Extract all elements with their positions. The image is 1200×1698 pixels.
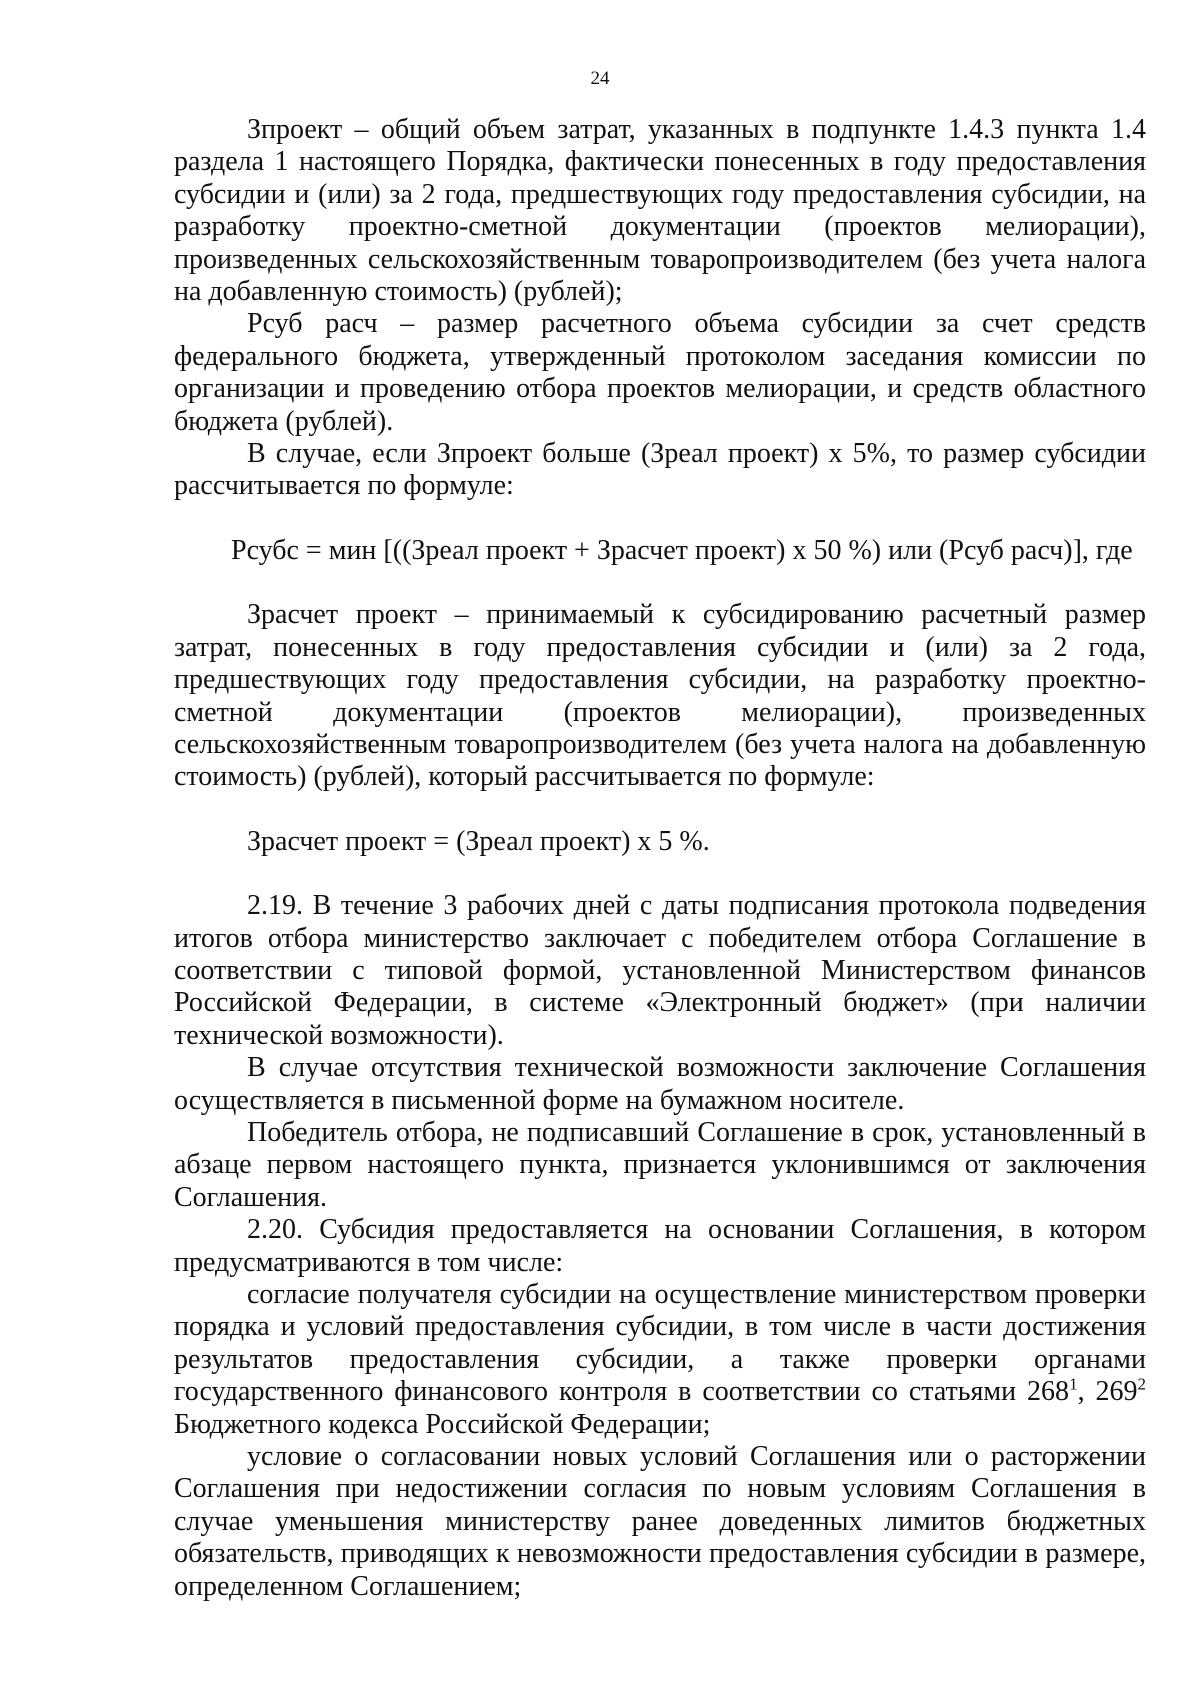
document-body — [174, 114, 1146, 1603]
paragraph-consent-verification — [174, 1279, 1146, 1441]
paragraph-2-19: 2.19. В течение 3 рабочих дней с даты подписания протокола подведения итогов отбора министерство заключает с победителем отбора Соглашение в соответствии с типовой формой, установленной Министерством финансов Российской Федерации, в системе «Электронный бюджет» (при наличии технической возможности). — [174, 890, 1146, 1051]
page-number: 24 — [590, 68, 610, 89]
paragraph-zproekt-definition: Зпроект – общий объем затрат, указанных в подпункте 1.4.3 пункта 1.4 раздела 1 настоящего Порядка, фактически понесенных в году предоставления субсидии и (или) за 2 года, предшествующих году предоставления субсидии, на разработку проектно-сметной документации (проектов мелиорации), произведенных сельскохозяйственным товаропроизводителем (без учета налога на добавленную стоимость) (рублей); — [174, 114, 1146, 308]
paragraph-zraschet-definition: Зрасчет проект – принимаемый к субсидированию расчетный размер затрат, понесенных в году предоставления субсидии и (или) за 2 года, предшествующих году предоставления субсидии, на разработку проектно-сметной документации (проектов мелиорации), произведенных сельскохозяйственным товаропроизводителем (без учета налога на добавленную стоимость) (рублей), который рассчитывается по формуле: — [174, 599, 1146, 793]
consent-text-part1: согласие получателя субсидии на осуществление министерством проверки порядка и условий предоставления субсидии, в том числе в части достижения результатов предоставления субсидии, а также проверки органами государственного финансового контроля в соответствии со статьями 268 — [174, 1279, 1146, 1408]
formula-rsubs: Рсубс = мин [((Зреал проект + Зрасчет проект) х 50 %) или (Рсуб расч)], где — [231, 534, 1133, 566]
formula-zraschet: Зрасчет проект = (Зреал проект) х 5 %. — [247, 825, 710, 857]
paragraph-2-20: 2.20. Субсидия предоставляется на основании Соглашения, в котором предусматриваются в том числе: — [174, 1214, 1146, 1278]
paragraph-agreement-termination-condition: условие о согласовании новых условий Соглашения или о расторжении Соглашения при недостижении согласия по новым условиям Соглашения в случае уменьшения министерству ранее доведенных лимитов бюджетных обязательств, приводящих к невозможности предоставления субсидии в размере, определенном Соглашением; — [174, 1441, 1146, 1602]
paragraph-condition: В случае, если Зпроект больше (Зреал проект) х 5%, то размер субсидии рассчитывается по формуле: — [174, 438, 1146, 502]
paragraph-no-technical-possibility: В случае отсутствия технической возможности заключение Соглашения осуществляется в письменной форме на бумажном носителе. — [174, 1052, 1146, 1116]
paragraph-winner-evasion: Победитель отбора, не подписавший Соглашение в срок, установленный в абзаце первом настоящего пункта, признается уклонившимся от заключения Соглашения. — [174, 1116, 1146, 1213]
superscript-1: 1 — [1069, 1374, 1078, 1394]
paragraph-rsub-rasch-definition: Рсуб расч – размер расчетного объема субсидии за счет средств федерального бюджета, утвержденный протоколом заседания комиссии по организации и проведению отбора проектов мелиорации, и средств областного бюджета (рублей). — [174, 308, 1146, 437]
superscript-2: 2 — [1137, 1374, 1146, 1394]
consent-text-part3: Бюджетного кодекса Российской Федерации; — [174, 1408, 711, 1440]
consent-text-part2: , 269 — [1077, 1376, 1138, 1408]
